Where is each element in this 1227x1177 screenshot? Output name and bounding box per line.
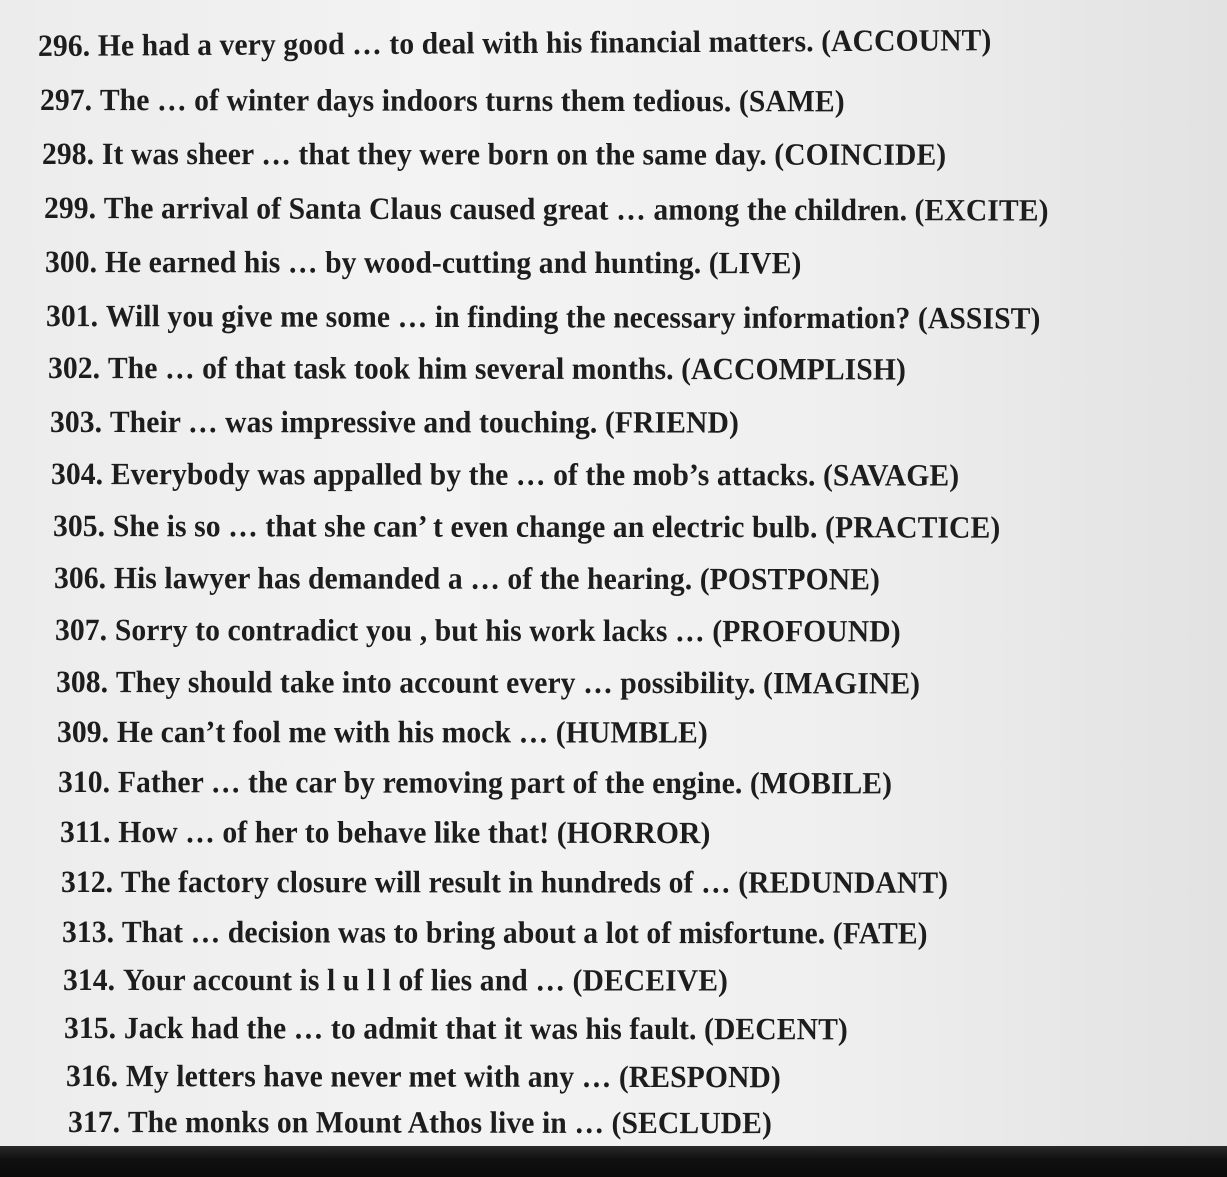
exercise-item-297 [40,82,845,119]
item-number: 305. [52,508,106,544]
exercise-item-316 [66,1058,781,1095]
item-number: 309. [56,714,110,750]
item-number: 300. [44,244,98,280]
item-sentence: Father … the car by removing part of the engine. (MOBILE) [117,764,893,801]
item-sentence: The arrival of Santa Claus caused great … among the children. (EXCITE) [103,190,1049,228]
exercise-item-315 [64,1010,848,1047]
item-sentence: Their … was impressive and touching. (FRIEND) [109,404,739,440]
item-sentence: How … of her to behave like that! (HORROR) [118,814,711,851]
exercise-item-303 [50,404,739,441]
item-sentence: Jack had the … to admit that it was his fault. (DECENT) [123,1010,848,1047]
item-number: 304. [50,456,104,492]
exercise-item-313 [62,914,928,952]
item-sentence: The … of that task took him several months. (ACCOMPLISH) [107,350,906,387]
item-number: 299. [43,190,97,226]
item-sentence: The … of winter days indoors turns them tedious. (SAME) [99,82,845,119]
exercise-item-314 [63,962,728,999]
item-sentence: Your account is l u l l of lies and … (DECEIVE) [122,962,729,998]
item-number: 312. [60,864,114,900]
item-sentence: My letters have never met with any … (RESPOND) [125,1058,781,1095]
item-number: 303. [49,404,103,440]
item-number: 314. [62,962,116,998]
exercise-item-299 [44,190,1049,229]
item-number: 313. [61,914,115,950]
item-sentence: He can’t fool me with his mock … (HUMBLE) [116,714,708,750]
exercise-item-300 [45,244,801,281]
exercise-item-309 [57,714,708,751]
exercise-item-317 [68,1104,772,1141]
item-sentence: That … decision was to bring about a lot of misfortune. (FATE) [121,914,928,951]
item-number: 317. [67,1104,121,1140]
exercise-item-304 [51,456,959,494]
exercise-item-308 [56,664,920,702]
item-number: 310. [57,764,111,800]
item-sentence: He had a very good … to deal with his financial matters. (ACCOUNT) [97,22,992,63]
item-number: 311. [59,814,111,850]
item-sentence: Sorry to contradict you , but his work lacks … (PROFOUND) [114,612,901,649]
item-number: 296. [37,27,91,63]
item-number: 302. [47,350,101,386]
item-number: 307. [54,612,108,648]
item-sentence: Will you give me some … in finding the necessary information? (ASSIST) [105,298,1041,336]
item-sentence: Everybody was appalled by the … of the mob’s attacks. (SAVAGE) [110,456,960,493]
exercise-item-306 [54,560,880,597]
item-sentence: The factory closure will result in hundreds of … (REDUNDANT) [120,864,949,900]
item-sentence: It was sheer … that they were born on the same day. (COINCIDE) [101,136,947,172]
exercise-item-298 [42,136,946,173]
item-sentence: She is so … that she can’ t even change an electric bulb. (PRACTICE) [112,508,1001,545]
item-number: 315. [63,1010,117,1046]
exercise-item-311 [60,814,711,851]
exercise-item-302 [48,350,906,387]
exercise-item-312 [61,864,948,901]
item-number: 308. [55,664,109,700]
exercise-item-310 [58,764,892,801]
item-sentence: They should take into account every … possibility. (IMAGINE) [115,664,921,701]
exercise-item-301 [46,298,1041,337]
item-number: 297. [39,82,93,118]
exercise-item-307 [55,612,901,649]
item-sentence: The monks on Mount Athos live in … (SECLUDE) [127,1104,772,1141]
item-sentence: He earned his … by wood-cutting and hunting. (LIVE) [104,244,802,281]
exercise-item-305 [53,508,1000,546]
item-sentence: His lawyer has demanded a … of the hearing. (POSTPONE) [113,560,881,597]
item-number: 301. [45,298,99,334]
exercise-item-296 [38,22,992,64]
item-number: 306. [53,560,107,596]
screen-bezel [0,1146,1227,1177]
item-number: 298. [41,136,95,172]
item-number: 316. [65,1058,119,1094]
